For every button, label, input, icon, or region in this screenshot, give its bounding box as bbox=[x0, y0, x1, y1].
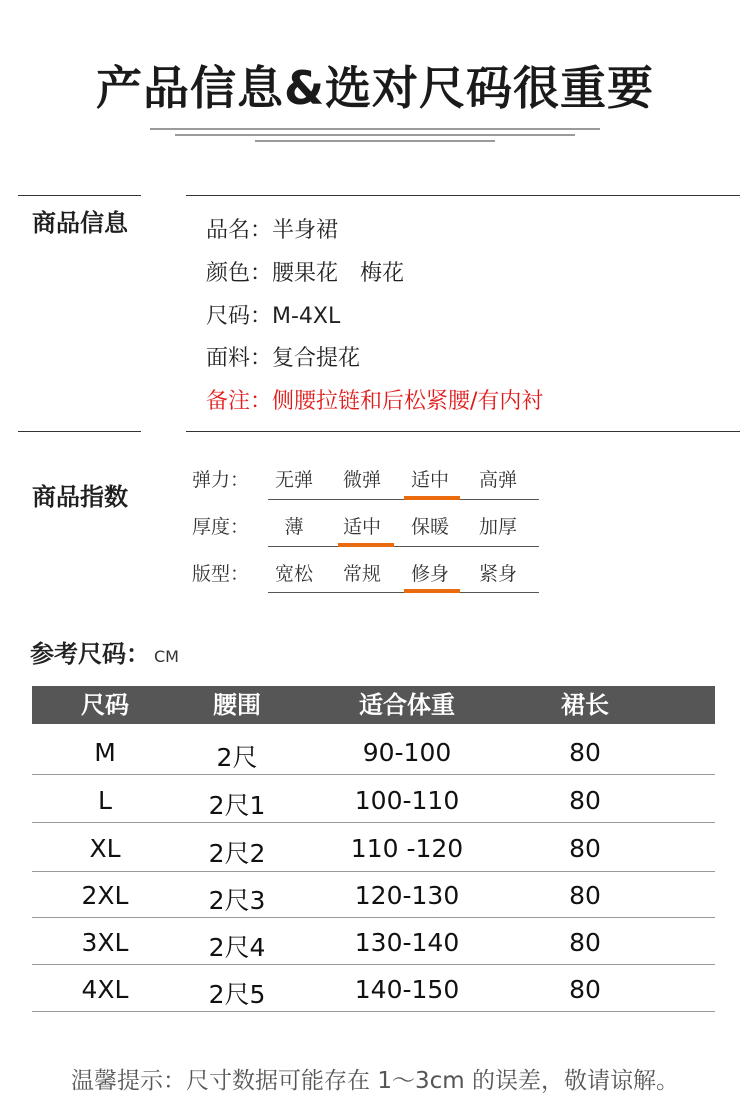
index-option: 常规 bbox=[342, 563, 381, 585]
table-cell-size: XL bbox=[89, 834, 121, 863]
divider bbox=[18, 195, 141, 196]
selected-indicator bbox=[338, 543, 394, 547]
divider bbox=[186, 431, 740, 432]
column-header-size: 尺码 bbox=[81, 691, 129, 719]
selected-indicator bbox=[404, 496, 460, 500]
index-option-selected: 适中 bbox=[410, 469, 449, 491]
size-table-header bbox=[32, 686, 715, 724]
table-cell-weight: 90-100 bbox=[362, 738, 452, 767]
fine-print-line bbox=[255, 140, 495, 142]
size-unit: CM bbox=[154, 647, 179, 666]
table-row-divider bbox=[32, 1011, 715, 1012]
fine-print-line bbox=[175, 134, 575, 136]
divider bbox=[18, 431, 141, 432]
table-cell-size: 4XL bbox=[81, 975, 129, 1004]
table-cell-waist: 2尺4 bbox=[208, 933, 266, 962]
table-cell-waist: 2尺3 bbox=[208, 886, 266, 915]
table-cell-length: 80 bbox=[569, 928, 601, 957]
table-cell-length: 80 bbox=[569, 738, 601, 767]
column-header-weight: 适合体重 bbox=[359, 691, 455, 719]
table-row-divider bbox=[32, 822, 715, 823]
table-cell-waist: 2尺1 bbox=[208, 791, 266, 820]
index-option: 保暖 bbox=[410, 516, 449, 538]
table-cell-size: M bbox=[94, 738, 116, 767]
table-cell-waist: 2尺2 bbox=[208, 839, 266, 868]
table-cell-size: 3XL bbox=[81, 928, 129, 957]
footer-tip: 温馨提示：尺寸数据可能存在 1～3cm 的误差，敬请谅解。 bbox=[71, 1068, 679, 1094]
table-cell-length: 80 bbox=[569, 834, 601, 863]
table-cell-weight: 120-130 bbox=[354, 881, 460, 910]
table-row-divider bbox=[32, 964, 715, 965]
table-cell-length: 80 bbox=[569, 881, 601, 910]
table-row-divider bbox=[32, 917, 715, 918]
table-cell-size: 2XL bbox=[81, 881, 129, 910]
info-line-note: 备注：侧腰拉链和后松紧腰/有内衬 bbox=[206, 389, 544, 414]
selected-indicator bbox=[404, 589, 460, 593]
index-option: 宽松 bbox=[274, 563, 313, 585]
section-heading-index: 商品指数 bbox=[32, 483, 128, 511]
info-line-fabric: 面料：复合提花 bbox=[206, 346, 361, 371]
index-label-elasticity: 弹力： bbox=[192, 469, 250, 491]
index-option: 微弹 bbox=[342, 469, 381, 491]
index-option: 加厚 bbox=[478, 516, 517, 538]
index-label-thickness: 厚度： bbox=[192, 516, 250, 538]
index-option: 薄 bbox=[284, 516, 304, 538]
index-option: 高弹 bbox=[478, 469, 517, 491]
table-row-divider bbox=[32, 774, 715, 775]
section-heading-info: 商品信息 bbox=[32, 209, 128, 237]
table-cell-waist: 2尺 bbox=[216, 743, 258, 772]
index-option: 紧身 bbox=[478, 563, 517, 585]
index-option-selected: 修身 bbox=[410, 563, 449, 585]
table-cell-waist: 2尺5 bbox=[208, 980, 266, 1009]
index-option-selected: 适中 bbox=[342, 516, 381, 538]
size-chart-heading: 参考尺码： CM bbox=[30, 640, 179, 668]
table-cell-length: 80 bbox=[569, 975, 601, 1004]
index-label-fit: 版型： bbox=[192, 563, 250, 585]
table-cell-weight: 140-150 bbox=[354, 975, 460, 1004]
table-cell-length: 80 bbox=[569, 786, 601, 815]
info-line-name: 品名：半身裙 bbox=[206, 218, 339, 243]
table-cell-weight: 110 -120 bbox=[350, 834, 464, 863]
table-cell-size: L bbox=[98, 786, 112, 815]
fine-print-line bbox=[150, 128, 600, 130]
index-option: 无弹 bbox=[274, 469, 313, 491]
table-row-divider bbox=[32, 871, 715, 872]
column-header-length: 裙长 bbox=[561, 691, 609, 719]
table-cell-weight: 100-110 bbox=[354, 786, 460, 815]
table-cell-weight: 130-140 bbox=[354, 928, 460, 957]
page-title: 产品信息&选对尺码很重要 bbox=[95, 61, 655, 115]
info-line-color: 颜色：腰果花 梅花 bbox=[206, 261, 405, 286]
divider bbox=[186, 195, 740, 196]
index-row-line bbox=[268, 546, 539, 547]
info-line-size: 尺码：M-4XL bbox=[206, 304, 341, 329]
column-header-waist: 腰围 bbox=[213, 691, 261, 719]
